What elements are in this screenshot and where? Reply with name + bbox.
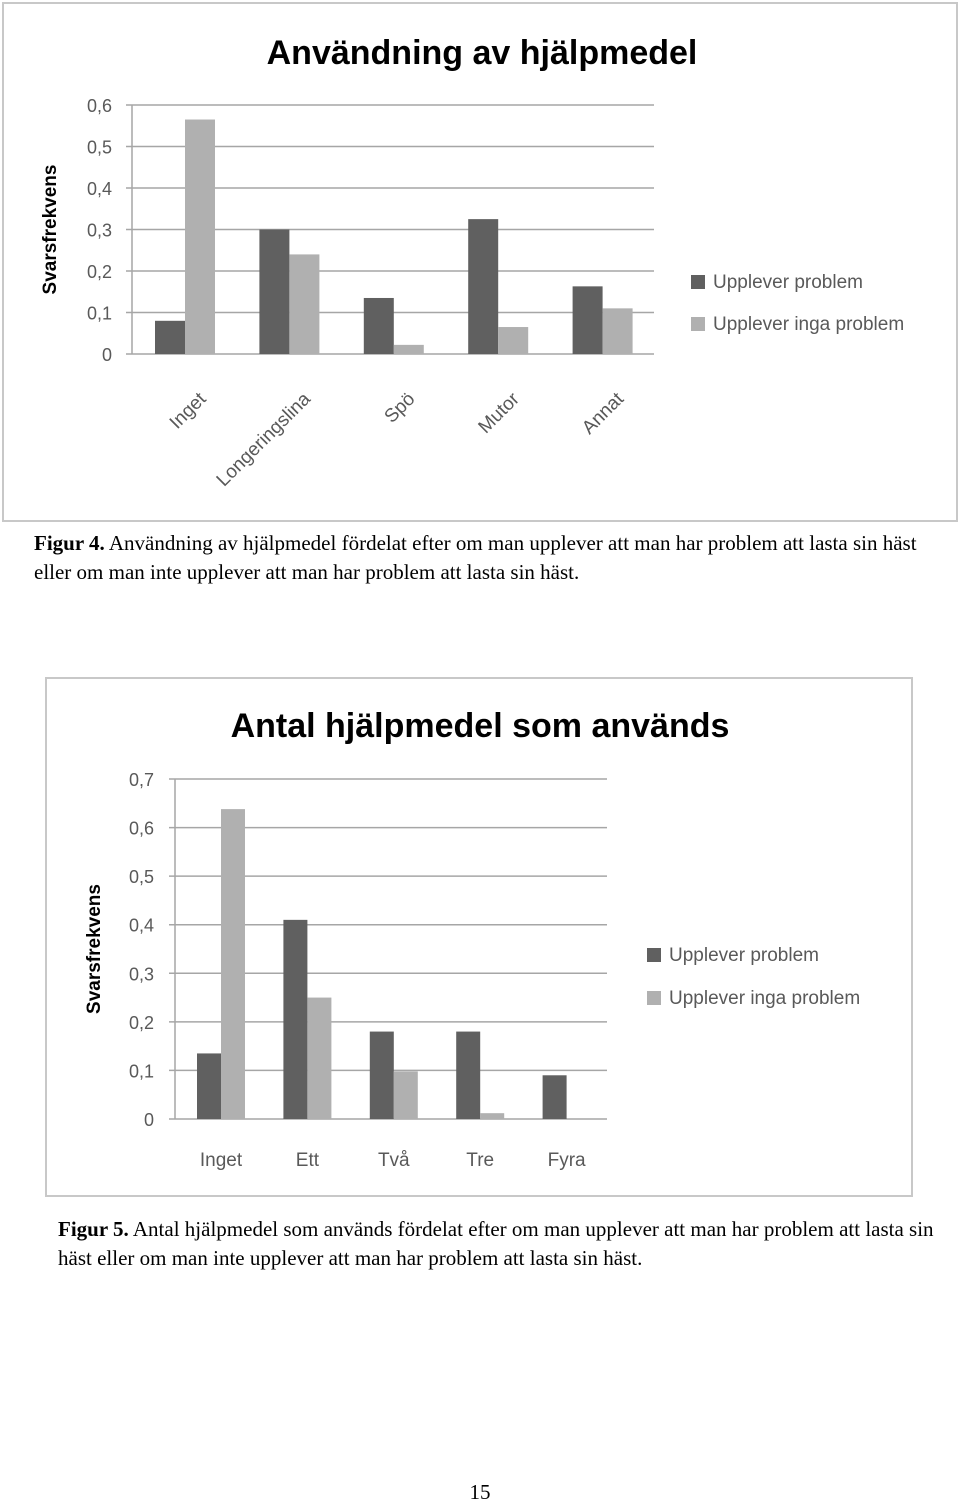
bar-fyra-series-1 xyxy=(543,1075,567,1119)
bar-annat-series-2 xyxy=(603,308,633,354)
chart-anvandning-av-hjalpmedel xyxy=(2,2,958,522)
legend-label-1: Upplever problem xyxy=(669,945,819,966)
y-tick-label: 0,2 xyxy=(128,1012,154,1033)
y-tick-label: 0,5 xyxy=(128,867,154,888)
x-tick-label: Fyra xyxy=(547,1150,586,1171)
y-tick-label: 0,4 xyxy=(86,179,112,199)
y-axis-label: Svarsfrekvens xyxy=(40,164,61,295)
bar-tre-series-2 xyxy=(480,1113,504,1119)
bar-mutor-series-1 xyxy=(468,219,498,354)
bar-longeringslina-series-1 xyxy=(259,230,289,355)
bar-två-series-1 xyxy=(370,1032,394,1119)
bar-longeringslina-series-2 xyxy=(289,254,319,354)
bar-tre-series-1 xyxy=(456,1032,480,1119)
x-tick-label: Mutor xyxy=(474,388,524,438)
x-tick-label: Ett xyxy=(295,1150,320,1171)
legend-label-2: Upplever inga problem xyxy=(713,314,905,335)
bar-spö-series-1 xyxy=(364,298,394,354)
y-tick-label: 0,5 xyxy=(86,137,112,158)
x-tick-label: Tre xyxy=(466,1150,495,1171)
figure-4-caption xyxy=(34,529,934,587)
bar-inget-series-2 xyxy=(185,120,215,354)
y-tick-label: 0,2 xyxy=(86,262,112,282)
y-tick-label: 0,6 xyxy=(86,96,112,116)
legend-swatch-1 xyxy=(691,275,705,289)
figure-4-label: Figur 4. xyxy=(34,531,105,555)
bar-spö-series-2 xyxy=(394,345,424,354)
figure-5-label: Figur 5. xyxy=(58,1217,129,1241)
bar-inget-series-2 xyxy=(221,809,245,1119)
x-tick-label: Inget xyxy=(199,1150,243,1171)
y-tick-label: 0,3 xyxy=(128,964,154,985)
y-tick-label: 0,3 xyxy=(86,220,112,241)
chart-antal-hjalpmedel xyxy=(45,677,913,1197)
legend-swatch-2 xyxy=(647,991,661,1005)
bar-mutor-series-2 xyxy=(498,327,528,354)
bar-ett-series-2 xyxy=(307,998,331,1119)
y-tick-label: 0,6 xyxy=(128,818,154,839)
y-tick-label: 0,4 xyxy=(128,915,154,936)
figure-5-text: Antal hjälpmedel som används fördelat efter om man upplever att man har problem att lasta sin häst eller om man inte upplever att man har problem att lasta sin häst. xyxy=(58,1217,934,1270)
y-tick-label: 0,7 xyxy=(128,770,154,790)
y-tick-label: 0,1 xyxy=(86,303,112,324)
page-number: 15 xyxy=(469,1480,491,1504)
figure-4-text: Användning av hjälpmedel fördelat efter om man upplever att man har problem att lasta sin häst eller om man inte upplever att man har problem att lasta sin häst. xyxy=(34,531,917,584)
x-tick-label: Två xyxy=(377,1150,410,1171)
legend-swatch-2 xyxy=(691,317,705,331)
chart-title: Användning av hjälpmedel xyxy=(266,34,698,72)
bar-inget-series-1 xyxy=(197,1053,221,1119)
x-tick-label: Annat xyxy=(578,388,629,439)
x-tick-label: Inget xyxy=(165,388,211,434)
legend-swatch-1 xyxy=(647,948,661,962)
y-tick-label: 0,1 xyxy=(128,1061,154,1082)
bar-inget-series-1 xyxy=(155,321,185,354)
bar-två-series-2 xyxy=(394,1071,418,1119)
bar-annat-series-1 xyxy=(573,286,603,354)
chart-title: Antal hjälpmedel som används xyxy=(230,707,730,745)
legend-label-1: Upplever problem xyxy=(713,272,863,293)
bar-ett-series-1 xyxy=(283,920,307,1119)
x-tick-label: Longeringslina xyxy=(212,388,315,491)
legend-label-2: Upplever inga problem xyxy=(669,988,861,1009)
x-tick-label: Spö xyxy=(380,388,420,428)
y-tick-label: 0 xyxy=(101,345,112,365)
y-tick-label: 0 xyxy=(143,1110,154,1130)
y-axis-label: Svarsfrekvens xyxy=(84,884,105,1014)
figure-5-caption xyxy=(58,1215,953,1273)
chart-2-svg xyxy=(47,679,911,1195)
chart-1-svg xyxy=(4,4,956,520)
